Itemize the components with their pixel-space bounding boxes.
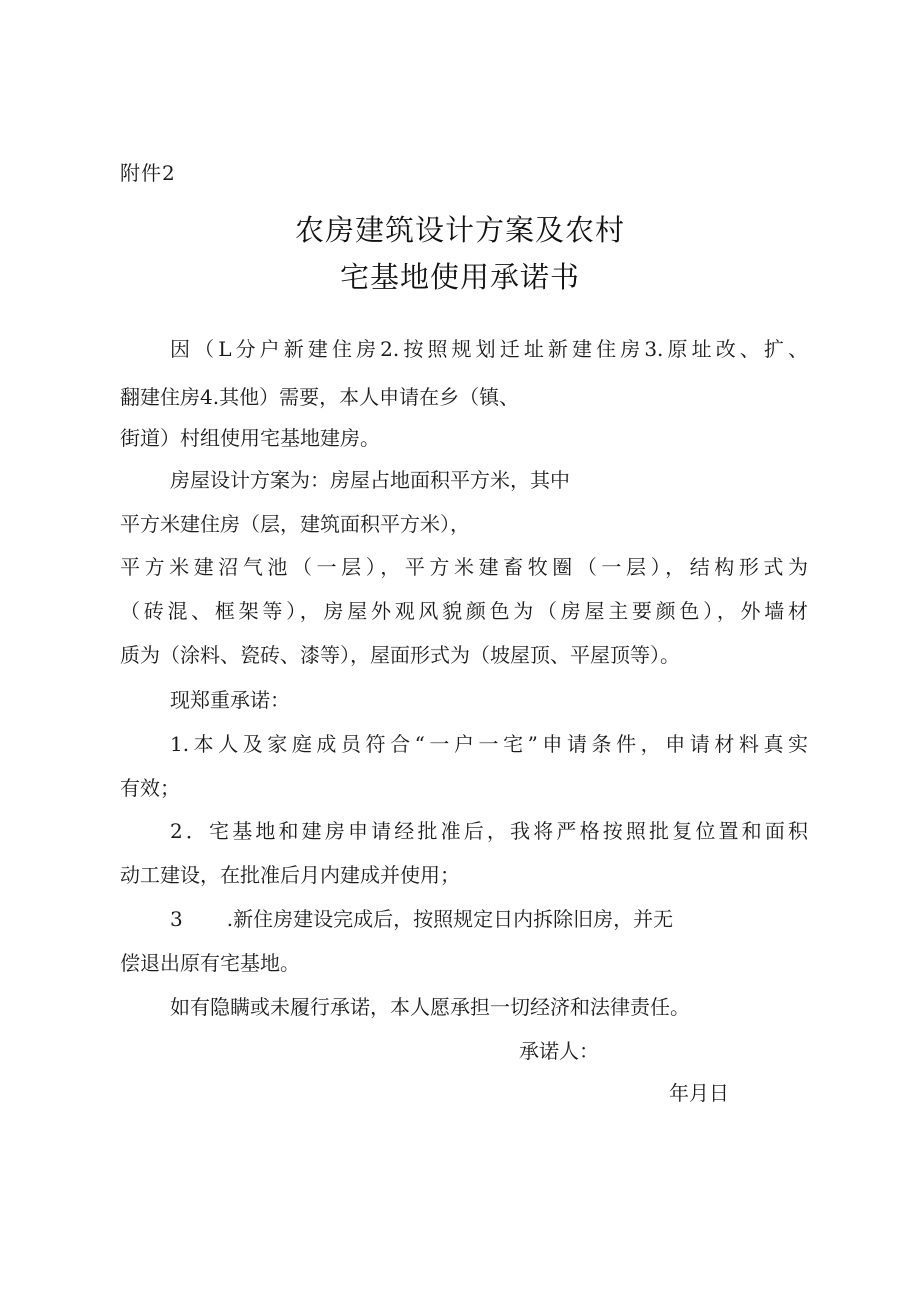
- document-title-line-2: 宅基地使用承诺书: [339, 260, 580, 294]
- attachment-label: 附件2: [120, 161, 176, 185]
- reason-line-2: 翻建住房4.其他）需要，本人申请在乡（镇、: [120, 385, 520, 409]
- pledge-intro: 现郑重承诺：: [170, 688, 290, 712]
- liability-statement: 如有隐瞒或未履行承诺，本人愿承担一切经济和法律责任。: [170, 995, 690, 1019]
- pledge-item-2-line-1: 2．宅基地和建房申请经批准后，我将严格按照批复位置和面积: [170, 819, 808, 843]
- pledge-item-3-line-2: 偿退出原有宅基地。: [120, 951, 300, 975]
- pledge-item-3-number: 3: [170, 907, 183, 931]
- reason-line-1: 因（L分户新建住房2.按照规划迁址新建住房3.原址改、扩、: [170, 337, 808, 361]
- design-line-5: 质为（涂料、瓷砖、漆等），屋面形式为（坡屋顶、平屋顶等）。: [120, 643, 680, 667]
- reason-line-3: 街道）村组使用宅基地建房。: [120, 426, 380, 450]
- design-line-3: 平方米建沼气池（一层），平方米建畜牧圈（一层），结构形式为: [120, 555, 808, 579]
- pledge-item-2-line-2: 动工建设，在批准后月内建成并使用；: [120, 863, 460, 887]
- design-line-4: （砖混、框架等），房屋外观风貌颜色为（房屋主要颜色），外墙材: [120, 599, 808, 623]
- document-title-line-1: 农房建筑设计方案及农村: [294, 213, 625, 247]
- date-label: 年月日: [669, 1081, 729, 1105]
- pledge-item-1-line-1: 1.本人及家庭成员符合“一户一宅”申请条件，申请材料真实: [170, 732, 808, 756]
- pledge-item-3-text: .新住房建设完成后，按照规定日内拆除旧房，并无: [226, 907, 674, 931]
- pledge-item-1-line-2: 有效；: [120, 776, 180, 800]
- design-line-2: 平方米建住房（层，建筑面积平方米），: [120, 512, 470, 536]
- signer-label: 承诺人：: [519, 1039, 599, 1063]
- design-line-1: 房屋设计方案为：房屋占地面积平方米，其中: [170, 468, 570, 492]
- pledge-item-3-line-1: [170, 905, 673, 933]
